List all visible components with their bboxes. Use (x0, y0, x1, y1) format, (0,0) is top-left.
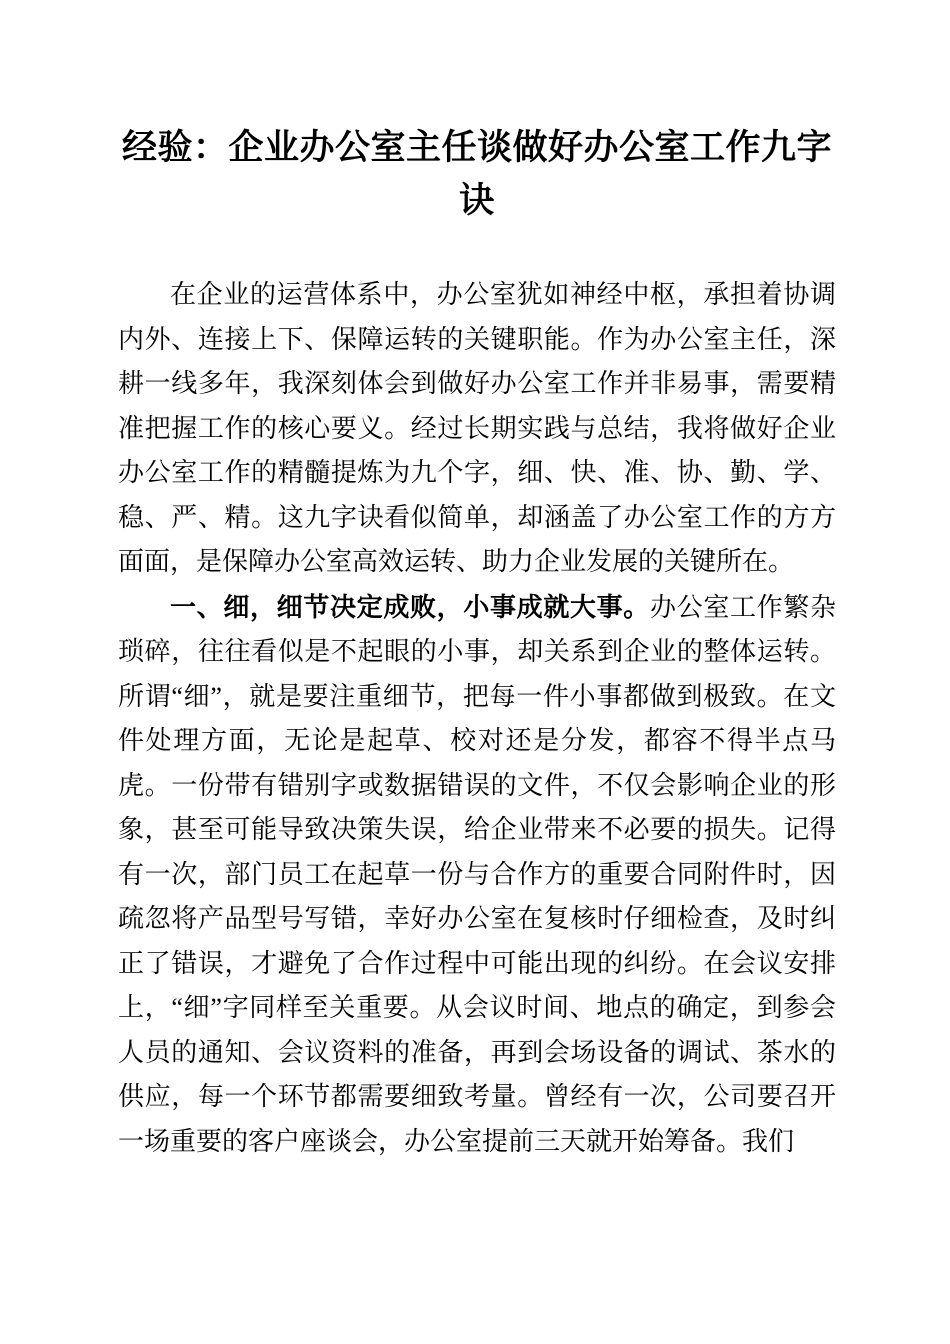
paragraph-intro (118, 273, 836, 585)
document-title: 经验：企业办公室主任谈做好办公室工作九字诀 (121, 128, 832, 220)
paragraph-intro-text: 在企业的运营体系中，办公室犹如神经中枢，承担着协调内外、连接上下、保障运转的关键职能。作为办公室主任，深耕一线多年，我深刻体会到做好办公室工作并非易事，需要精准把握工作的核心要义。经过长期实践与总结，我将做好企业办公室工作的精髓提炼为九个字，细、快、准、协、勤、学、稳、严、精。这九字诀看似简单，却涵盖了办公室工作的方方面面，是保障办公室高效运转、助力企业发展的关键所在。 (118, 280, 836, 576)
paragraph-section-1 (118, 585, 836, 1165)
paragraph-section-1-text: 办公室工作繁杂琐碎，往往看似是不起眼的小事，却关系到企业的整体运转。所谓“细”，就是要注重细节，把每一件小事都做到极致。在文件处理方面，无论是起草、校对还是分发，都容不得半点马虎。一份带有错别字或数据错误的文件，不仅会影响企业的形象，甚至可能导致决策失误，给企业带来不必要的损失。记得有一次，部门员工在起草一份与合作方的重要合同附件时，因疏忽将产品型号写错，幸好办公室在复核时仔细检查，及时纠正了错误，才避免了合作过程中可能出现的纠纷。在会议安排上，“细”字同样至关重要。从会议时间、地点的确定，到参会人员的通知、会议资料的准备，再到会场设备的调试、茶水的供应，每一个环节都需要细致考量。曾经有一次，公司要召开一场重要的客户座谈会，办公室提前三天就开始筹备。我们 (118, 592, 836, 1156)
paragraph-section-1-lead: 一、细，细节决定成败，小事成就大事。 (170, 591, 650, 622)
